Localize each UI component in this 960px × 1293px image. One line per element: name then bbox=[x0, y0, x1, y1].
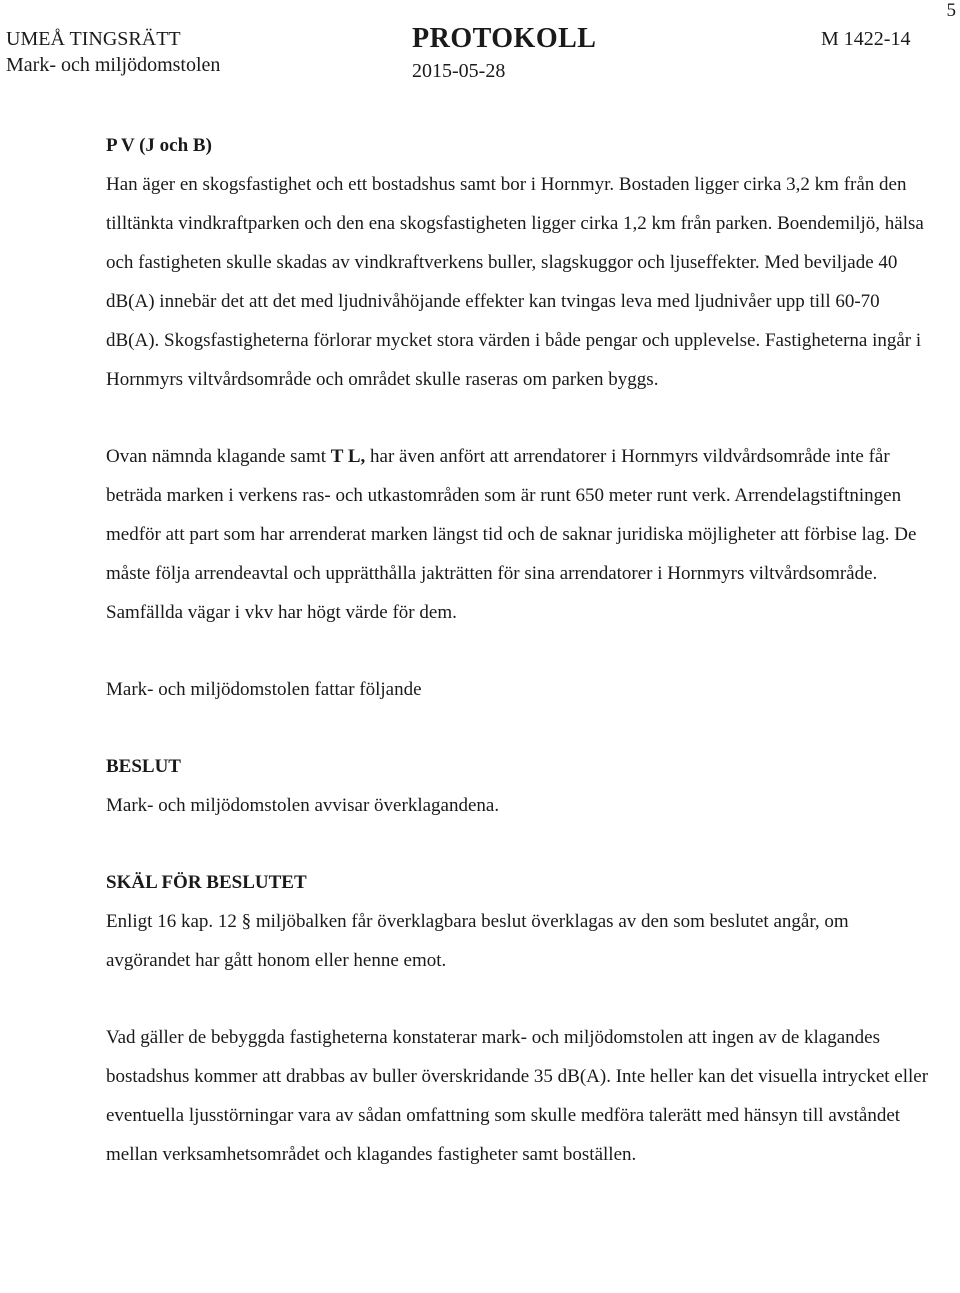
decision-text: Mark- och miljödomstolen avvisar överklagandena. bbox=[106, 795, 500, 816]
doc-date: 2015-05-28 bbox=[412, 60, 506, 82]
additional-appellant-statement bbox=[106, 437, 936, 632]
page-number: 5 bbox=[946, 0, 956, 21]
reasons-text: Enligt 16 kap. 12 § miljöbalken får överklagbara beslut överklagas av den som beslutet angår, om avgörandet har gått honom eller henne emot. bbox=[106, 911, 849, 971]
court-info bbox=[6, 26, 220, 78]
party-heading: P V (J och B) bbox=[106, 135, 212, 156]
document-body bbox=[106, 126, 936, 1174]
reasons-heading: SKÄL FÖR BESLUTET bbox=[106, 872, 307, 893]
doc-title-block bbox=[412, 22, 596, 84]
document-header bbox=[6, 22, 950, 84]
decision-intro: Mark- och miljödomstolen fattar följande bbox=[106, 679, 422, 700]
court-division: Mark- och miljödomstolen bbox=[6, 54, 221, 76]
doc-type-title: PROTOKOLL bbox=[412, 23, 597, 54]
conclusion-text: Vad gäller de bebyggda fastigheterna konstaterar mark- och miljödomstolen att ingen av de klagandes bostadshus kommer att drabbas av buller överskridande 35 dB(A). Inte heller kan det visuella intrycket eller eventuella ljusstörningar vara av sådan omfattning som skulle medföra talerätt med hänsyn till avståndet mellan verksamhetsområdet och klagandes fastigheter samt boställen. bbox=[106, 1027, 929, 1165]
court-name: UMEÅ TINGSRÄTT bbox=[6, 28, 181, 50]
statement-rest: har även anfört att arrendatorer i Hornmyrs vildvårdsområde inte får beträda marken i verkens ras- och utkastområden som är runt 650 meter runt verk. Arrendelagstiftningen medför att part som har arrenderat marken längst tid och de saknar juridiska möjligheter att förbise lag. De måste följa arrendeavtal och upprätthålla jakträtten för sina arrendatorer i Hornmyrs viltvårdsområde. Samfällda vägar i vkv har högt värde för dem. bbox=[106, 446, 917, 623]
party-statement: Han äger en skogsfastighet och ett bostadshus samt bor i Hornmyr. Bostaden ligger cirka 3,2 km från den tilltänkta vindkraftparken och den ena skogsfastigheten ligger cirka 1,2 km från parken. Boendemiljö, hälsa och fastigheten skulle skadas av vindkraftverkens buller, slagskuggor och ljuseffekter. Med beviljade 40 dB(A) innebär det att det med ljudnivåhöjande effekter kan tvingas leva med ljudnivåer upp till 60-70 dB(A). Skogsfastigheterna förlorar mycket stora värden i både pengar och upplevelse. Fastigheterna ingår i Hornmyrs viltvårdsområde och området skulle raseras om parken byggs. bbox=[106, 174, 924, 390]
decision-heading: BESLUT bbox=[106, 756, 181, 777]
case-number: M 1422-14 bbox=[821, 28, 911, 50]
appellant-name: T L, bbox=[330, 446, 366, 467]
statement-prefix: Ovan nämnda klagande samt bbox=[106, 446, 331, 467]
